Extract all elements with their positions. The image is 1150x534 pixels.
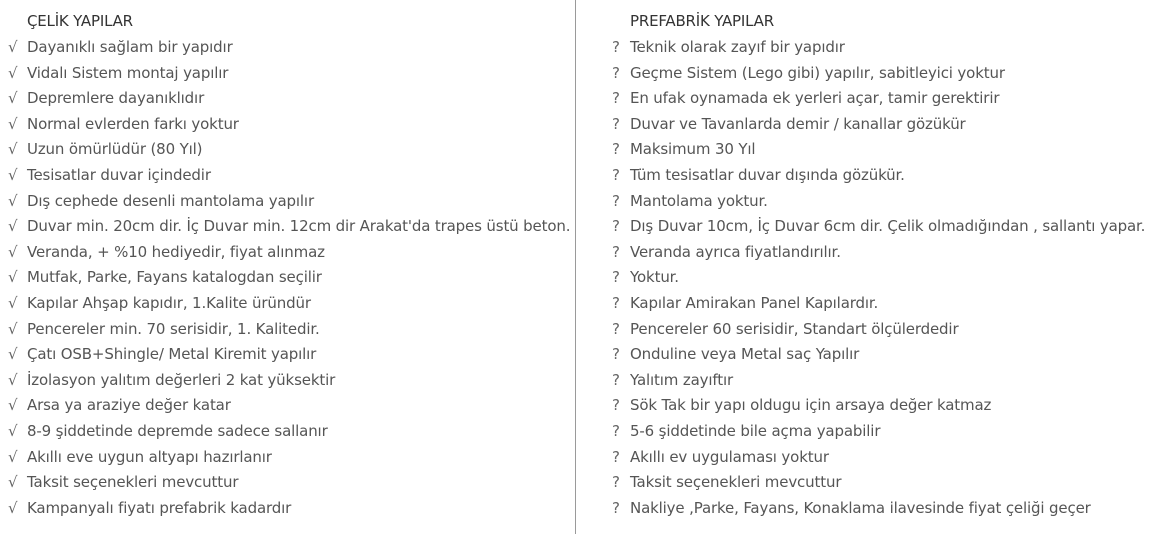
check-mark-icon: √ <box>8 165 18 184</box>
prefab-item-text: Pencereler 60 serisidir, Standart ölçülerdedir <box>630 319 959 338</box>
check-mark-icon: √ <box>8 114 18 133</box>
prefab-item-text: Mantolama yoktur. <box>630 191 768 210</box>
steel-item-text: Pencereler min. 70 serisidir, 1. Kalitedir. <box>27 319 320 338</box>
check-mark-icon: √ <box>8 396 18 415</box>
steel-item-text: 8-9 şiddetinde depremde sadece sallanır <box>27 421 328 440</box>
steel-item-text: Dayanıklı sağlam bir yapıdır <box>27 38 233 56</box>
prefab-item-text: Dış Duvar 10cm, İç Duvar 6cm dir. Çelik olmadığından , sallantı yapar. <box>630 217 1146 236</box>
prefab-item-text: Geçme Sistem (Lego gibi) yapılır, sabitleyici yoktur <box>630 63 1005 82</box>
question-mark-icon: ? <box>612 217 620 236</box>
question-mark-icon: ? <box>612 396 620 415</box>
steel-item-text: Kapılar Ahşap kapıdır, 1.Kalite üründür <box>27 293 311 312</box>
check-mark-icon: √ <box>8 473 18 492</box>
steel-item-text: Tesisatlar duvar içindedir <box>27 165 211 184</box>
steel-heading: ÇELİK YAPILAR <box>27 12 133 30</box>
question-mark-icon: ? <box>612 191 620 210</box>
prefab-heading: PREFABRİK YAPILAR <box>630 12 774 30</box>
check-mark-icon: √ <box>8 38 18 56</box>
steel-item-text: Depremlere dayanıklıdır <box>27 89 205 108</box>
steel-item-text: Normal evlerden farkı yoktur <box>27 114 239 133</box>
question-mark-icon: ? <box>612 345 620 364</box>
check-mark-icon: √ <box>8 293 18 312</box>
steel-item-text: Duvar min. 20cm dir. İç Duvar min. 12cm dir Arakat'da trapes üstü beton. <box>27 217 571 236</box>
check-mark-icon: √ <box>8 217 18 236</box>
check-mark-icon: √ <box>8 140 18 159</box>
prefab-item-text: Taksit seçenekleri mevcuttur <box>630 473 842 492</box>
question-mark-icon: ? <box>612 370 620 389</box>
steel-item-text: Çatı OSB+Shingle/ Metal Kiremit yapılır <box>27 345 317 364</box>
question-mark-icon: ? <box>612 319 620 338</box>
prefab-item-text: Onduline veya Metal saç Yapılır <box>630 345 860 364</box>
question-mark-icon: ? <box>612 242 620 261</box>
question-mark-icon: ? <box>612 473 620 492</box>
question-mark-icon: ? <box>612 268 620 287</box>
check-mark-icon: √ <box>8 63 18 82</box>
check-mark-icon: √ <box>8 370 18 389</box>
steel-item-text: Arsa ya araziye değer katar <box>27 396 231 415</box>
prefab-item-text: Tüm tesisatlar duvar dışında gözükür. <box>630 165 905 184</box>
prefab-column <box>576 0 1150 534</box>
question-mark-icon: ? <box>612 38 620 56</box>
steel-item-text: Taksit seçenekleri mevcuttur <box>27 473 239 492</box>
prefab-item-text: Akıllı ev uygulaması yoktur <box>630 447 829 466</box>
prefab-item-text: Teknik olarak zayıf bir yapıdır <box>630 38 845 56</box>
steel-item-text: Kampanyalı fiyatı prefabrik kadardır <box>27 498 292 517</box>
steel-item-text: Dış cephede desenli mantolama yapılır <box>27 191 314 210</box>
question-mark-icon: ? <box>612 421 620 440</box>
steel-item-text: Akıllı eve uygun altyapı hazırlanır <box>27 447 272 466</box>
steel-item-text: Mutfak, Parke, Fayans katalogdan seçilir <box>27 268 322 287</box>
prefab-item-text: Nakliye ,Parke, Fayans, Konaklama ilavesinde fiyat çeliği geçer <box>630 498 1091 517</box>
check-mark-icon: √ <box>8 345 18 364</box>
steel-item-text: Vidalı Sistem montaj yapılır <box>27 63 229 82</box>
question-mark-icon: ? <box>612 293 620 312</box>
question-mark-icon: ? <box>612 498 620 517</box>
check-mark-icon: √ <box>8 421 18 440</box>
steel-item-text: Veranda, + %10 hediyedir, fiyat alınmaz <box>27 242 325 261</box>
question-mark-icon: ? <box>612 165 620 184</box>
check-mark-icon: √ <box>8 498 18 517</box>
check-mark-icon: √ <box>8 319 18 338</box>
prefab-item-text: Yoktur. <box>630 268 679 287</box>
prefab-item-text: Yalıtım zayıftır <box>630 370 733 389</box>
prefab-item-text: En ufak oynamada ek yerleri açar, tamir gerektirir <box>630 89 1000 108</box>
prefab-item-text: 5-6 şiddetinde bile açma yapabilir <box>630 421 881 440</box>
question-mark-icon: ? <box>612 447 620 466</box>
check-mark-icon: √ <box>8 268 18 287</box>
question-mark-icon: ? <box>612 140 620 159</box>
check-mark-icon: √ <box>8 242 18 261</box>
question-mark-icon: ? <box>612 63 620 82</box>
question-mark-icon: ? <box>612 114 620 133</box>
prefab-item-text: Duvar ve Tavanlarda demir / kanallar gözükür <box>630 114 966 133</box>
prefab-item-text: Kapılar Amirakan Panel Kapılardır. <box>630 293 879 312</box>
check-mark-icon: √ <box>8 89 18 108</box>
check-mark-icon: √ <box>8 447 18 466</box>
prefab-item-text: Sök Tak bir yapı oldugu için arsaya değer katmaz <box>630 396 992 415</box>
prefab-item-text: Veranda ayrıca fiyatlandırılır. <box>630 242 841 261</box>
steel-item-text: İzolasyon yalıtım değerleri 2 kat yüksektir <box>27 370 336 389</box>
prefab-item-text: Maksimum 30 Yıl <box>630 140 756 159</box>
question-mark-icon: ? <box>612 89 620 108</box>
steel-item-text: Uzun ömürlüdür (80 Yıl) <box>27 140 203 159</box>
check-mark-icon: √ <box>8 191 18 210</box>
